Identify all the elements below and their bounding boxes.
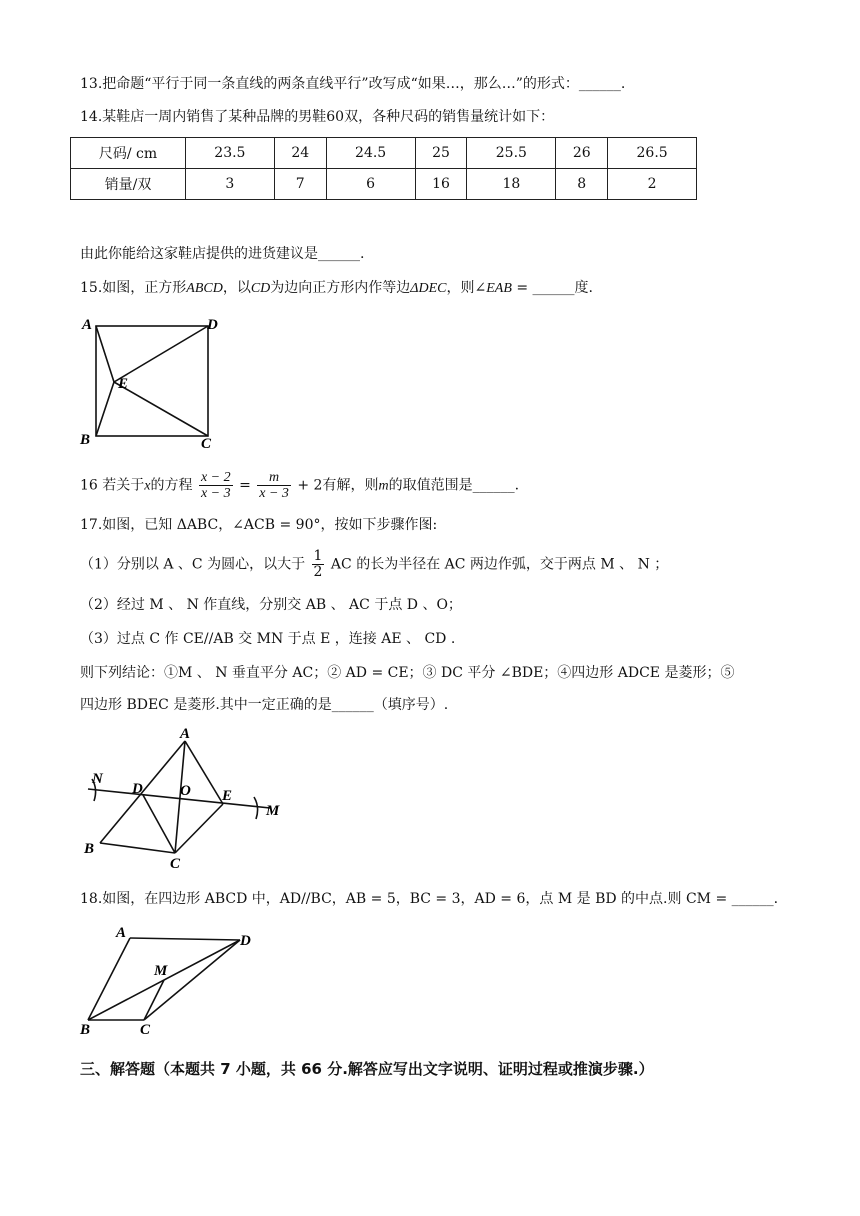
- segment-be: [96, 382, 114, 436]
- fraction-half: [312, 549, 325, 580]
- label-c: C: [201, 436, 212, 452]
- quadrilateral-figure: [78, 920, 278, 1040]
- label-m: M: [154, 963, 168, 979]
- table-cell: 16: [415, 169, 467, 200]
- q15-text: 15.如图，正方形: [80, 280, 187, 296]
- fraction-right: [257, 470, 291, 501]
- q15-cd: CD: [250, 281, 271, 296]
- label-b: B: [80, 432, 91, 448]
- shoe-size-sales-table: [70, 137, 697, 200]
- question-17-conclusion-cont: 四边形 BDEC 是菱形.其中一定正确的是______（填序号）.: [80, 697, 449, 713]
- segment-ae: [96, 326, 114, 382]
- segment-de: [114, 326, 208, 382]
- segment-bc: [100, 843, 175, 853]
- square-figure: [76, 312, 226, 452]
- table-header-size: 尺码/ cm: [71, 138, 186, 169]
- segment-cd: [144, 940, 240, 1020]
- label-d: D: [132, 781, 143, 797]
- q17-text: AC 的长为半径在 AC 两边作弧，交于两点 M 、 N ；: [330, 556, 669, 573]
- table-cell: 2: [608, 169, 697, 200]
- segment-ce: [114, 382, 208, 436]
- fraction-denominator: x − 3: [259, 486, 289, 501]
- question-17-intro: 17.如图，已知 ΔABC，∠ACB = 90°，按如下步骤作图:: [80, 517, 438, 533]
- fraction-numerator: x − 2: [200, 470, 231, 485]
- rhombus-figure: [80, 725, 290, 875]
- label-d: D: [240, 933, 251, 949]
- table-cell: 24.5: [326, 138, 415, 169]
- label-c: C: [140, 1022, 151, 1038]
- q15-text: ，则: [446, 280, 475, 296]
- segment-ab: [88, 938, 130, 1020]
- question-17-step3: （3）过点 C 作 CE//AB 交 MN 于点 E ，连接 AE 、 CD .: [80, 631, 456, 647]
- fraction-numerator: 1: [313, 548, 323, 564]
- label-e: E: [118, 376, 129, 392]
- table-cell: 18: [467, 169, 556, 200]
- q16-var-m: m: [378, 478, 389, 494]
- label-n: N: [92, 771, 103, 787]
- label-e: E: [222, 788, 233, 804]
- table-cell: 6: [326, 169, 415, 200]
- question-17-conclusion: 则下列结论：①M 、 N 垂直平分 AC；② AD = CE；③ DC 平分 ∠BDE；④四边形 ADCE 是菱形；⑤: [80, 665, 735, 681]
- table-row: [71, 138, 697, 169]
- q17-text: （1）分别以 A 、C 为圆心，以大于: [80, 556, 306, 573]
- q16-text: 有解，则: [322, 477, 379, 494]
- table-row: [71, 169, 697, 200]
- equals-sign: =: [239, 477, 251, 494]
- table-cell: 8: [556, 169, 608, 200]
- label-o: O: [180, 783, 191, 799]
- question-16: [80, 470, 519, 502]
- table-cell: 26: [556, 138, 608, 169]
- square-abcd: [96, 326, 208, 436]
- label-m: M: [266, 803, 280, 819]
- question-14-prompt: 由此你能给这家鞋店提供的进货建议是______.: [80, 246, 365, 262]
- table-cell: 24: [274, 138, 326, 169]
- question-15: [80, 277, 593, 300]
- segment-ce: [175, 804, 223, 853]
- table-cell: 25: [415, 138, 467, 169]
- label-a: A: [116, 925, 127, 941]
- fraction-numerator: m: [257, 470, 291, 486]
- question-14-intro: 14.某鞋店一周内销售了某种品牌的男鞋60双，各种尺码的销售量统计如下：: [80, 109, 555, 125]
- segment-ad: [130, 938, 240, 940]
- section-3-heading: 三、解答题（本题共 7 小题，共 66 分.解答应写出文字说明、证明过程或推演步骤.）: [80, 1060, 654, 1078]
- label-a: A: [82, 317, 93, 333]
- table-cell: 25.5: [467, 138, 556, 169]
- q15-dec: ΔDEC: [410, 281, 447, 296]
- q16-text: 的方程: [150, 477, 193, 494]
- question-17-step2: （2）经过 M 、 N 作直线，分别交 AB 、 AC 于点 D 、O；: [80, 597, 462, 613]
- fraction-denominator: x − 3: [200, 486, 231, 501]
- question-13: 13.把命题“平行于同一条直线的两条直线平行”改写成“如果…，那么…”的形式：______.: [80, 76, 626, 92]
- q15-abcd: ABCD: [186, 281, 223, 296]
- question-18: 18.如图，在四边形 ABCD 中，AD//BC，AB = 5，BC = 3，AD = 6，点 M 是 BD 的中点.则 CM = ______.: [80, 891, 779, 907]
- table-cell: 23.5: [186, 138, 275, 169]
- plus-term: + 2: [297, 477, 323, 494]
- label-b: B: [80, 1022, 91, 1038]
- q15-text: = ______度.: [511, 280, 593, 296]
- q15-text: ，以: [222, 280, 251, 296]
- q15-text: 为边向正方形内作等边: [270, 280, 411, 296]
- question-17-step1: [80, 549, 668, 580]
- arc-m: [254, 797, 258, 819]
- q15-eab: ∠EAB: [474, 281, 512, 296]
- table-cell: 26.5: [608, 138, 697, 169]
- fraction-left: [199, 470, 233, 501]
- label-d: D: [207, 317, 218, 333]
- table-cell: 7: [274, 169, 326, 200]
- label-a: A: [180, 726, 191, 742]
- label-c: C: [170, 856, 181, 872]
- q16-text: 的取值范围是______.: [388, 477, 520, 494]
- q16-text: 16 若关于: [80, 477, 145, 494]
- segment-cd: [143, 795, 175, 853]
- label-b: B: [84, 841, 95, 857]
- table-cell: 3: [186, 169, 275, 200]
- fraction-denominator: 2: [313, 564, 323, 580]
- q16-var-x: x: [144, 478, 151, 494]
- table-header-sales: 销量/双: [71, 169, 186, 200]
